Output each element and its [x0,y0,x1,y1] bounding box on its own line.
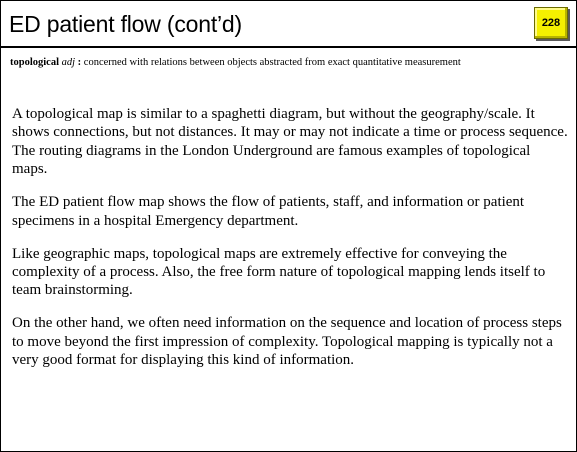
definition-part-of-speech: adj [61,57,76,68]
slide-title: ED patient flow (cont’d) [9,11,242,37]
page-number-badge: 228 [534,7,568,39]
definition-separator: : [75,57,84,68]
slide-header [1,1,576,48]
body-text [12,105,568,384]
paragraph-ed-flow-map: The ED patient flow map shows the flow of patients, staff, and information or patient specimens in a hospital Emergency department. [12,194,525,229]
definition-text: concerned with relations between objects abstracted from exact quantitative measurement [83,57,461,68]
paragraph-topological-map: A topological map is similar to a spaghetti diagram, but without the geography/scale. It shows connections, but not distances. It may or may not indicate a time or process sequence. The routing diagrams in the London Underground are famous examples of topological maps. [12,106,568,178]
paragraph-effectiveness: Like geographic maps, topological maps are extremely effective for conveying the complexity of a process. Also, the free form nature of topological mapping lends itself to team brainstorming. [12,245,546,299]
definition-term: topological [10,57,59,68]
definition [10,56,555,69]
paragraph-limitations: On the other hand, we often need information on the sequence and location of process steps to move beyond the first impression of complexity. Topological mapping is typically not a very good format for displaying this kind of information. [12,315,562,369]
